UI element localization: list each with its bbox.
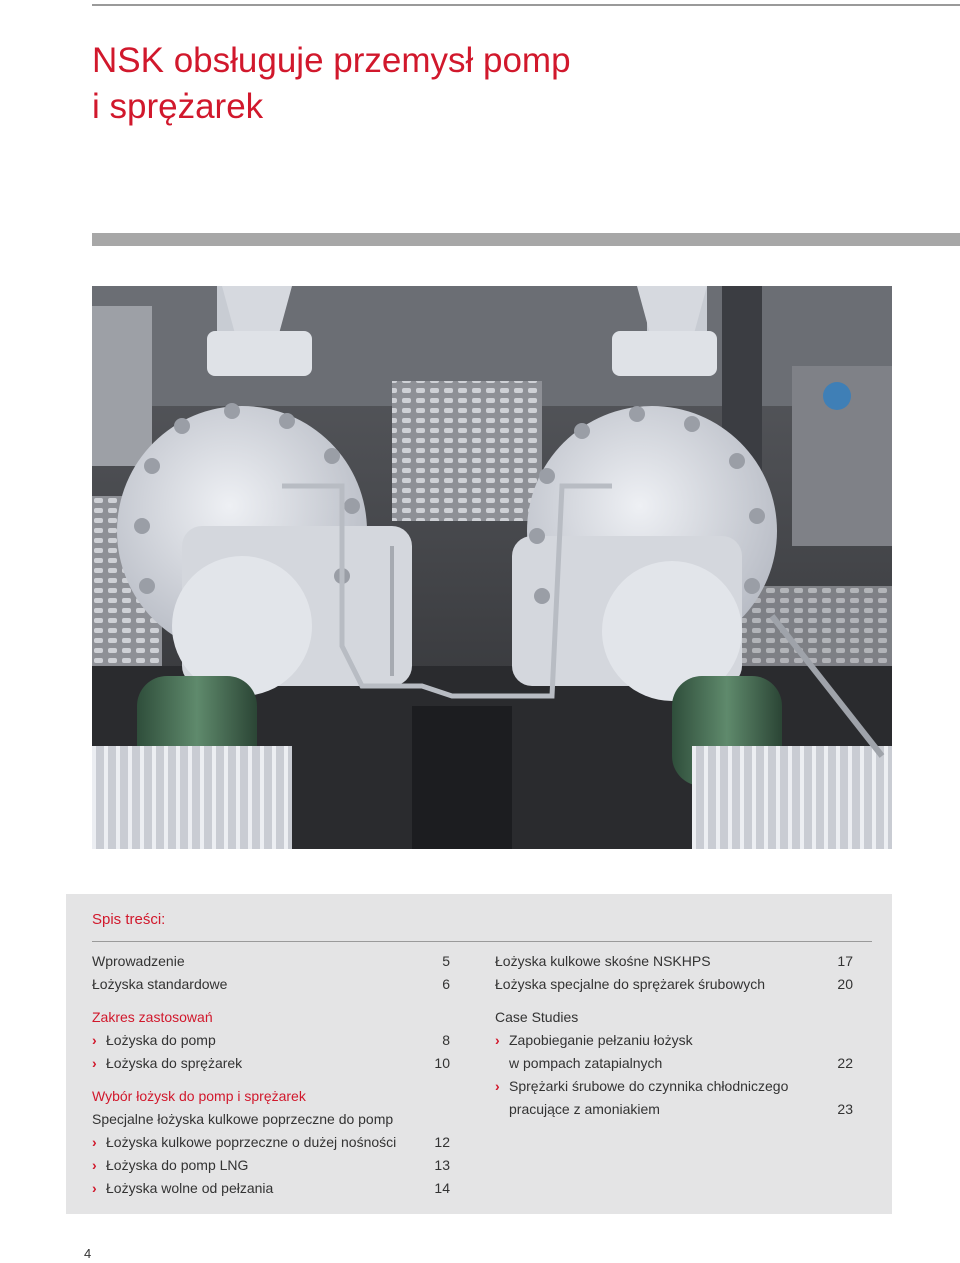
chevron-right-icon: ›: [92, 1134, 97, 1150]
toc-entry-page: 22: [837, 1055, 853, 1071]
toc-entry[interactable]: [92, 973, 450, 996]
toc-entry-label: Łożyska standardowe: [92, 976, 228, 992]
toc-entry-page: 6: [442, 976, 450, 992]
toc-section-heading: [92, 1085, 450, 1108]
toc-section-label: Zakres zastosowań: [92, 1009, 213, 1025]
toc-section-label: Case Studies: [495, 1009, 579, 1025]
toc-left-column: [92, 950, 450, 1200]
toc-section-label: Wybór łożysk do pomp i sprężarek: [92, 1088, 306, 1104]
toc-right-column: [495, 950, 853, 1121]
toc-entry[interactable]: [92, 1131, 450, 1154]
toc-heading: Spis treści:: [92, 911, 166, 928]
toc-entry[interactable]: [92, 950, 450, 973]
toc-entry[interactable]: [92, 1177, 450, 1200]
toc-entry-label: w pompach zatapialnych: [509, 1055, 663, 1071]
chevron-right-icon: ›: [92, 1055, 97, 1071]
toc-entry[interactable]: [495, 973, 853, 996]
toc-entry-label: Łożyska do pomp: [106, 1032, 216, 1048]
toc-entry-label: pracujące z amoniakiem: [509, 1101, 660, 1117]
toc-entry-page: 12: [434, 1134, 450, 1150]
toc-section-heading: [495, 1006, 853, 1029]
chevron-right-icon: ›: [92, 1180, 97, 1196]
toc-entry-page: 17: [837, 953, 853, 969]
toc-entry-page: 20: [837, 976, 853, 992]
toc-entry-label: Wprowadzenie: [92, 953, 185, 969]
toc-entry-label: Łożyska kulkowe poprzeczne o dużej nośności: [106, 1134, 397, 1150]
toc-section-heading: [92, 1006, 450, 1029]
chevron-right-icon: ›: [495, 1078, 500, 1094]
toc-entry-label: Łożyska specjalne do sprężarek śrubowych: [495, 976, 766, 992]
toc-entry-continuation[interactable]: [495, 1052, 853, 1075]
toc-entry-page: 23: [837, 1101, 853, 1117]
decorative-band: [92, 233, 960, 246]
toc-entry[interactable]: [92, 1154, 450, 1177]
toc-entry-label: Łożyska kulkowe skośne NSKHPS: [495, 953, 711, 969]
page-title-line1: NSK obsługuje przemysł pomp: [92, 41, 571, 80]
toc-entry-label: Zapobieganie pełzaniu łożysk: [509, 1032, 693, 1048]
toc-entry-page: 14: [434, 1180, 450, 1196]
toc-entry-label: Sprężarki śrubowe do czynnika chłodniczego: [509, 1078, 789, 1094]
toc-entry-page: 5: [442, 953, 450, 969]
page-title-line2: i sprężarek: [92, 87, 264, 126]
page-number: 4: [84, 1246, 92, 1261]
grating-center: [392, 381, 542, 521]
toc-entry-continuation[interactable]: [495, 1098, 853, 1121]
toc-entry[interactable]: [495, 950, 853, 973]
toc-entry-label: Łożyska do pomp LNG: [106, 1157, 249, 1173]
chevron-right-icon: ›: [495, 1032, 500, 1048]
toc-entry[interactable]: [92, 1029, 450, 1052]
toc-entry[interactable]: [495, 1029, 853, 1052]
toc-entry-label: Łożyska do sprężarek: [106, 1055, 243, 1071]
chevron-right-icon: ›: [92, 1032, 97, 1048]
top-rule: [92, 4, 960, 6]
page-title: [92, 38, 792, 130]
toc-entry-page: 13: [434, 1157, 450, 1173]
chevron-right-icon: ›: [92, 1157, 97, 1173]
pump-photo: [92, 286, 892, 849]
toc-entry-page: 10: [434, 1055, 450, 1071]
toc-entry[interactable]: [495, 1075, 853, 1098]
toc-entry-page: 8: [442, 1032, 450, 1048]
toc-divider: [92, 941, 872, 942]
toc-entry[interactable]: [92, 1052, 450, 1075]
toc-entry-label: Łożyska wolne od pełzania: [106, 1180, 274, 1196]
toc-subheading: [92, 1108, 450, 1131]
toc-subheading-label: Specjalne łożyska kulkowe poprzeczne do pomp: [92, 1111, 394, 1127]
